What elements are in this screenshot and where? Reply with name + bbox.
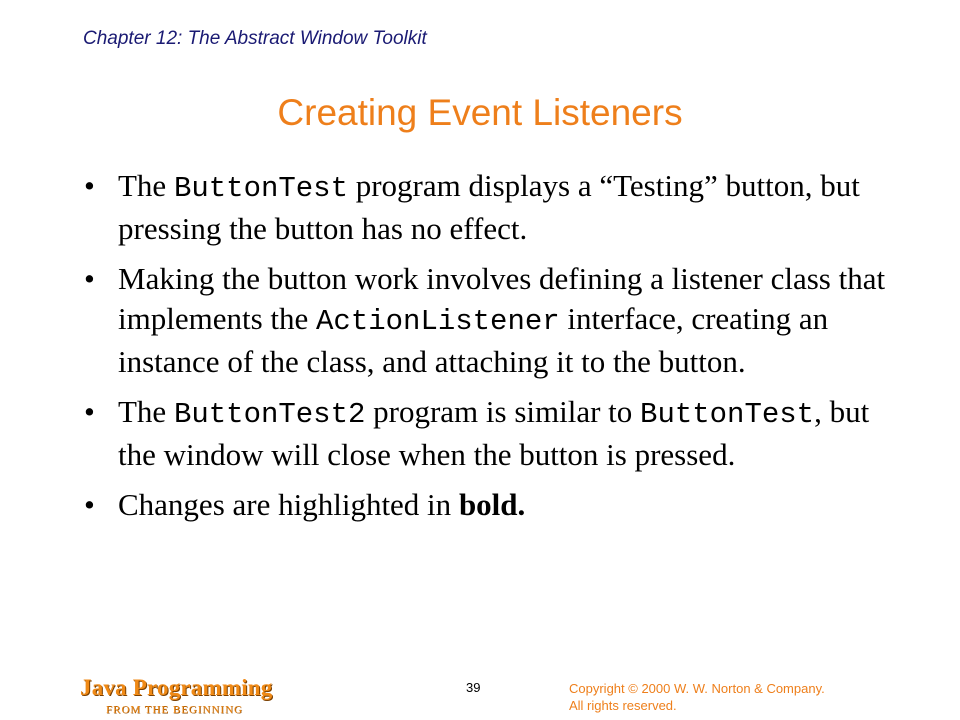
copyright-line-2: All rights reserved.: [569, 698, 677, 713]
bullet-4-bold-1: bold.: [458, 487, 526, 522]
slide-title: Creating Event Listeners: [277, 92, 683, 133]
bullet-item-4: [84, 485, 914, 525]
page-number: 39: [466, 680, 481, 695]
bullet-2-text-2: interface, creating an instance of the class, and attaching it to the button.: [118, 301, 829, 379]
logo-sub-text: FROM THE BEGINNING: [106, 704, 243, 716]
bullet-list: [84, 166, 914, 535]
bullet-1-text-1: The: [118, 168, 174, 203]
bullet-3-text-1: The: [118, 394, 174, 429]
bullet-3-code-2: ButtonTest: [640, 398, 815, 431]
chapter-header: Chapter 12: The Abstract Window Toolkit: [83, 28, 427, 49]
java-programming-logo: [80, 676, 273, 716]
bullet-3-code-1: ButtonTest2: [173, 398, 366, 431]
bullet-3-text-2: program is similar to: [365, 394, 641, 429]
bullet-4-text-1: Changes are highlighted in: [118, 487, 459, 522]
bullet-1-text-2: program displays a “Testing” button, but pressing the button has no effect.: [118, 168, 860, 246]
copyright-line-1: Copyright © 2000 W. W. Norton & Company.: [569, 681, 825, 696]
bullet-item-2: [84, 259, 914, 382]
copyright-notice: [569, 680, 825, 714]
bullet-1-code-1: ButtonTest: [173, 172, 348, 205]
bullet-2-text-1: Making the button work involves defining a listener class that implements the: [118, 261, 886, 336]
bullet-item-1: [84, 166, 914, 249]
bullet-item-3: [84, 392, 914, 475]
bullet-3-text-3: , but the window will close when the button is pressed.: [118, 394, 870, 472]
bullet-2-code-1: ActionListener: [316, 305, 560, 338]
logo-main-text: Java Programming: [80, 675, 273, 700]
